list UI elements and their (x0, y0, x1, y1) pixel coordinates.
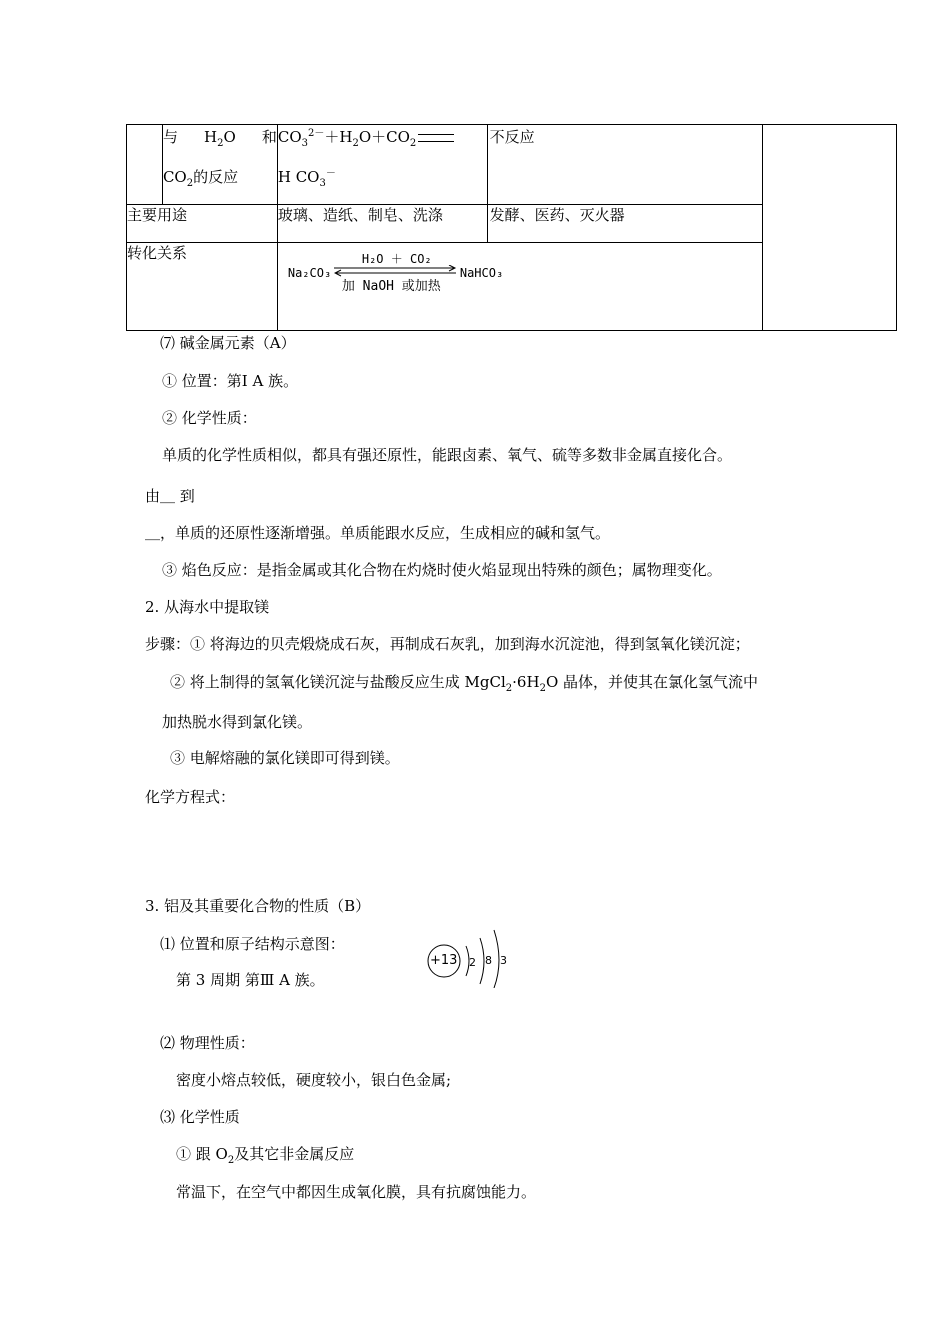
label-reaction: 的反应 (193, 168, 239, 186)
position-structure-line: ⑴ 位置和原子结构示意图： (160, 935, 345, 953)
table-cell-value (487, 205, 763, 243)
text-sub: 2 (505, 683, 513, 694)
text-part: ① 跟 O (176, 1145, 228, 1163)
conv-right: NaHCO₃ (459, 266, 504, 280)
physical-properties-heading: ⑵ 物理性质： (160, 1034, 255, 1052)
table-cell-label (127, 205, 278, 243)
conversion-diagram (278, 243, 762, 299)
blank-line-2: ＿，单质的还原性逐渐增强。单质能跟水反应，生成相应的碱和氢气。 (145, 524, 611, 542)
label-co: CO (162, 168, 187, 186)
eq-part: ＋H (324, 128, 353, 146)
table-row (127, 125, 897, 205)
label-word: 和 (261, 128, 277, 146)
cell-text: 主要用途 (127, 206, 188, 224)
cell-text: 转化关系 (127, 244, 188, 262)
chemical-properties-line: ② 化学性质： (162, 409, 257, 427)
alkali-metals-heading: ⑺ 碱金属元素（A） (160, 334, 296, 352)
eq-sub: 2 (352, 138, 359, 149)
equation-label: 化学方程式： (145, 788, 236, 806)
text-part: ② 将上制得的氢氧化镁沉淀与盐酸反应生成 MgCl (170, 673, 506, 691)
conv-left: Na₂CO₃ (287, 266, 332, 280)
step-2-cont: 加热脱水得到氯化镁。 (162, 713, 313, 731)
eq-part: H CO (277, 168, 320, 186)
magnesium-heading: 2. 从海水中提取镁 (145, 598, 270, 616)
text-sub: 2 (539, 683, 546, 694)
label-h: H (204, 128, 218, 146)
flame-test-line: ③ 焰色反应：是指金属或其化合物在灼烧时使火焰显现出特殊的颜色；属物理变化。 (162, 561, 722, 579)
label-o: O (223, 128, 236, 146)
step-1: 步骤：① 将海边的贝壳煅烧成石灰，再制成石灰乳，加到海水沉淀池，得到氢氧化镁沉淀； (145, 635, 750, 653)
conversion-arrows (334, 265, 458, 277)
eq-part: O＋CO (358, 128, 410, 146)
eq-sub: 3 (301, 138, 308, 149)
equals-sign (418, 134, 454, 142)
chemical-properties-heading: ⑶ 化学性质 (160, 1108, 240, 1126)
oxide-film-line: 常温下，在空气中都因生成氧化膜，具有抗腐蚀能力。 (176, 1183, 537, 1201)
step-3: ③ 电解熔融的氯化镁即可得到镁。 (170, 749, 400, 767)
text-part: O 晶体，并使其在氯化氢气流中 (545, 673, 759, 691)
cell-text: 玻璃、造纸、制皂、洗涤 (277, 206, 443, 224)
oxygen-reaction-line (176, 1144, 354, 1164)
text-part: ·6H (512, 673, 540, 691)
shell-electrons: 8 (485, 954, 492, 967)
table-cell-conversion (277, 243, 762, 331)
period-group-line: 第 3 周期 第Ⅲ A 族。 (176, 971, 325, 989)
cell-text: 不反应 (489, 128, 535, 146)
carbonate-comparison-table (126, 124, 897, 331)
physical-properties-text: 密度小熔点较低，硬度较小，银白色金属; (176, 1071, 452, 1089)
aluminum-heading: 3. 铝及其重要化合物的性质（B） (145, 897, 371, 915)
conv-bottom: 加 NaOH 或加热 (341, 279, 441, 294)
cell-text: 发酵、医药、灭火器 (489, 206, 625, 224)
text-sub: 2 (227, 1155, 235, 1166)
label-sub: 2 (186, 178, 194, 189)
blank-line-1: 由＿ 到 (145, 487, 195, 505)
table-cell-blank (763, 125, 897, 331)
table-cell-value (487, 125, 763, 205)
shell-electrons: 3 (500, 954, 507, 967)
eq-sub: 3 (319, 178, 326, 189)
eq-sup: － (325, 168, 336, 179)
nucleus-charge: +13 (430, 953, 458, 968)
position-line: ① 位置：第Ⅰ A 族。 (162, 372, 299, 390)
table-cell-value (277, 205, 487, 243)
eq-part: CO (277, 128, 302, 146)
shell-electrons: 2 (469, 956, 476, 969)
conv-top: H₂O ＋ CO₂ (361, 252, 432, 266)
table-cell-blank (127, 125, 163, 205)
atomic-structure-diagram (424, 924, 514, 988)
text-part: 及其它非金属反应 (234, 1145, 355, 1163)
table-cell-label (162, 125, 277, 205)
table-cell-label (127, 243, 278, 331)
eq-sub: 2 (409, 138, 417, 149)
label-word: 与 (162, 128, 178, 146)
label-sub: 2 (217, 138, 224, 149)
table-cell-equation (277, 125, 487, 205)
eq-sup: 2－ (308, 128, 325, 139)
properties-text: 单质的化学性质相似，都具有强还原性，能跟卤素、氧气、硫等多数非金属直接化合。 (162, 446, 733, 464)
step-2 (170, 672, 758, 692)
